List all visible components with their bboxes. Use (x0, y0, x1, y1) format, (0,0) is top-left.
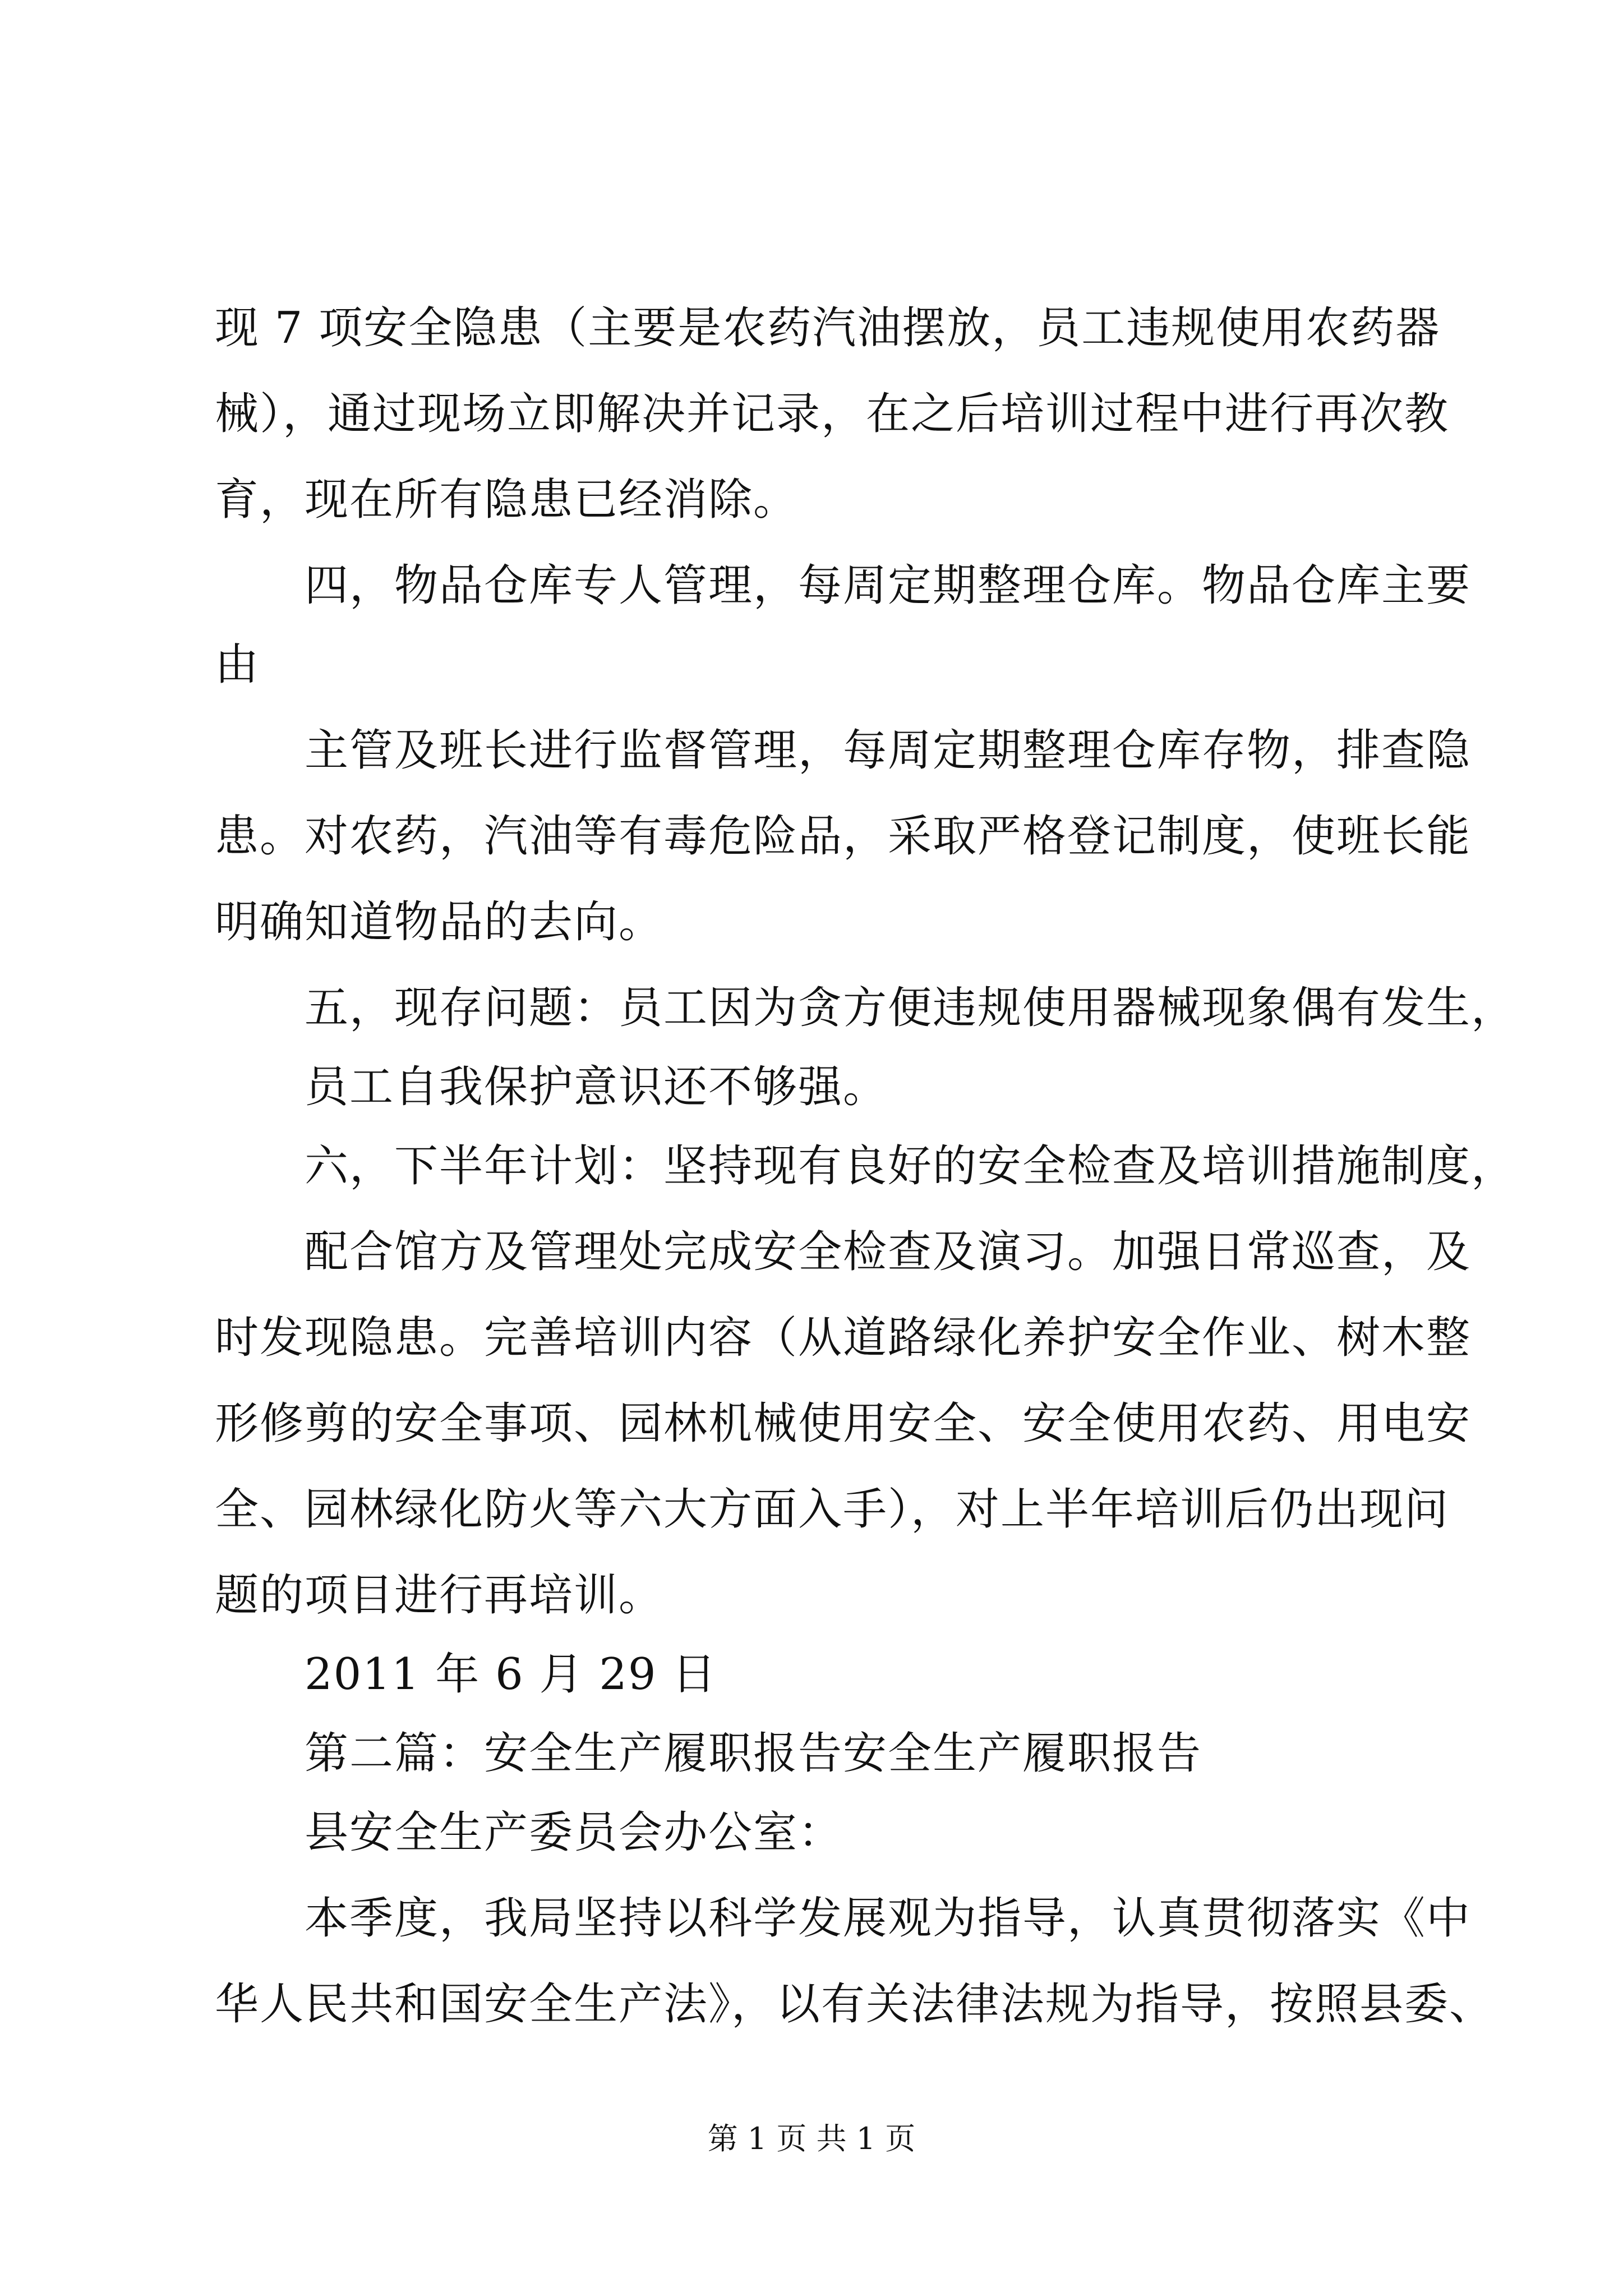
text-line: 员工自我保护意识还不够强。 (305, 1062, 888, 1112)
text-line: 育，现在所有隐患已经消除。 (215, 475, 799, 525)
text-line: 患。对农药，汽油等有毒危险品，采取严格登记制度，使班长能 (215, 811, 1472, 862)
text-line: 配合馆方及管理处完成安全检查及演习。加强日常巡查，及 (305, 1227, 1472, 1277)
text-line: 全、园林绿化防火等六大方面入手），对上半年培训后仍出现问 (215, 1484, 1450, 1535)
text-line: 本季度，我局坚持以科学发展观为指导，认真贯彻落实《中 (305, 1893, 1472, 1944)
text-line: 主管及班长进行监督管理，每周定期整理仓库存物，排查隐 (305, 725, 1472, 776)
text-line: 形修剪的安全事项、园林机械使用安全、安全使用农药、用电安 (215, 1398, 1472, 1449)
text-line: 四，物品仓库专人管理，每周定期整理仓库。物品仓库主要 (305, 560, 1472, 611)
text-line: 华人民共和国安全生产法》，以有关法律法规为指导，按照县委、 (215, 1979, 1495, 2030)
text-line: 由 (215, 639, 260, 690)
text-line: 现 7 项安全隐患（主要是农药汽油摆放，员工违规使用农药器 (215, 303, 1441, 353)
section-heading: 第二篇：安全生产履职报告安全生产履职报告 (305, 1728, 1202, 1779)
text-line: 械），通过现场立即解决并记录，在之后培训过程中进行再次教 (215, 389, 1450, 439)
addressee-line: 县安全生产委员会办公室： (305, 1807, 843, 1858)
text-line: 明确知道物品的去向。 (215, 897, 664, 947)
page-footer: 第 1 页 共 1 页 (707, 2121, 916, 2156)
text-line: 题的项目进行再培训。 (215, 1570, 664, 1621)
text-line: 六，下半年计划：坚持现有良好的安全检查及培训措施制度， (305, 1141, 1516, 1191)
text-line: 五，现存问题：员工因为贪方便违规使用器械现象偶有发生， (305, 983, 1516, 1033)
text-line: 时发现隐患。完善培训内容（从道路绿化养护安全作业、树木整 (215, 1313, 1472, 1363)
date-line: 2011 年 6 月 29 日 (305, 1649, 717, 1700)
